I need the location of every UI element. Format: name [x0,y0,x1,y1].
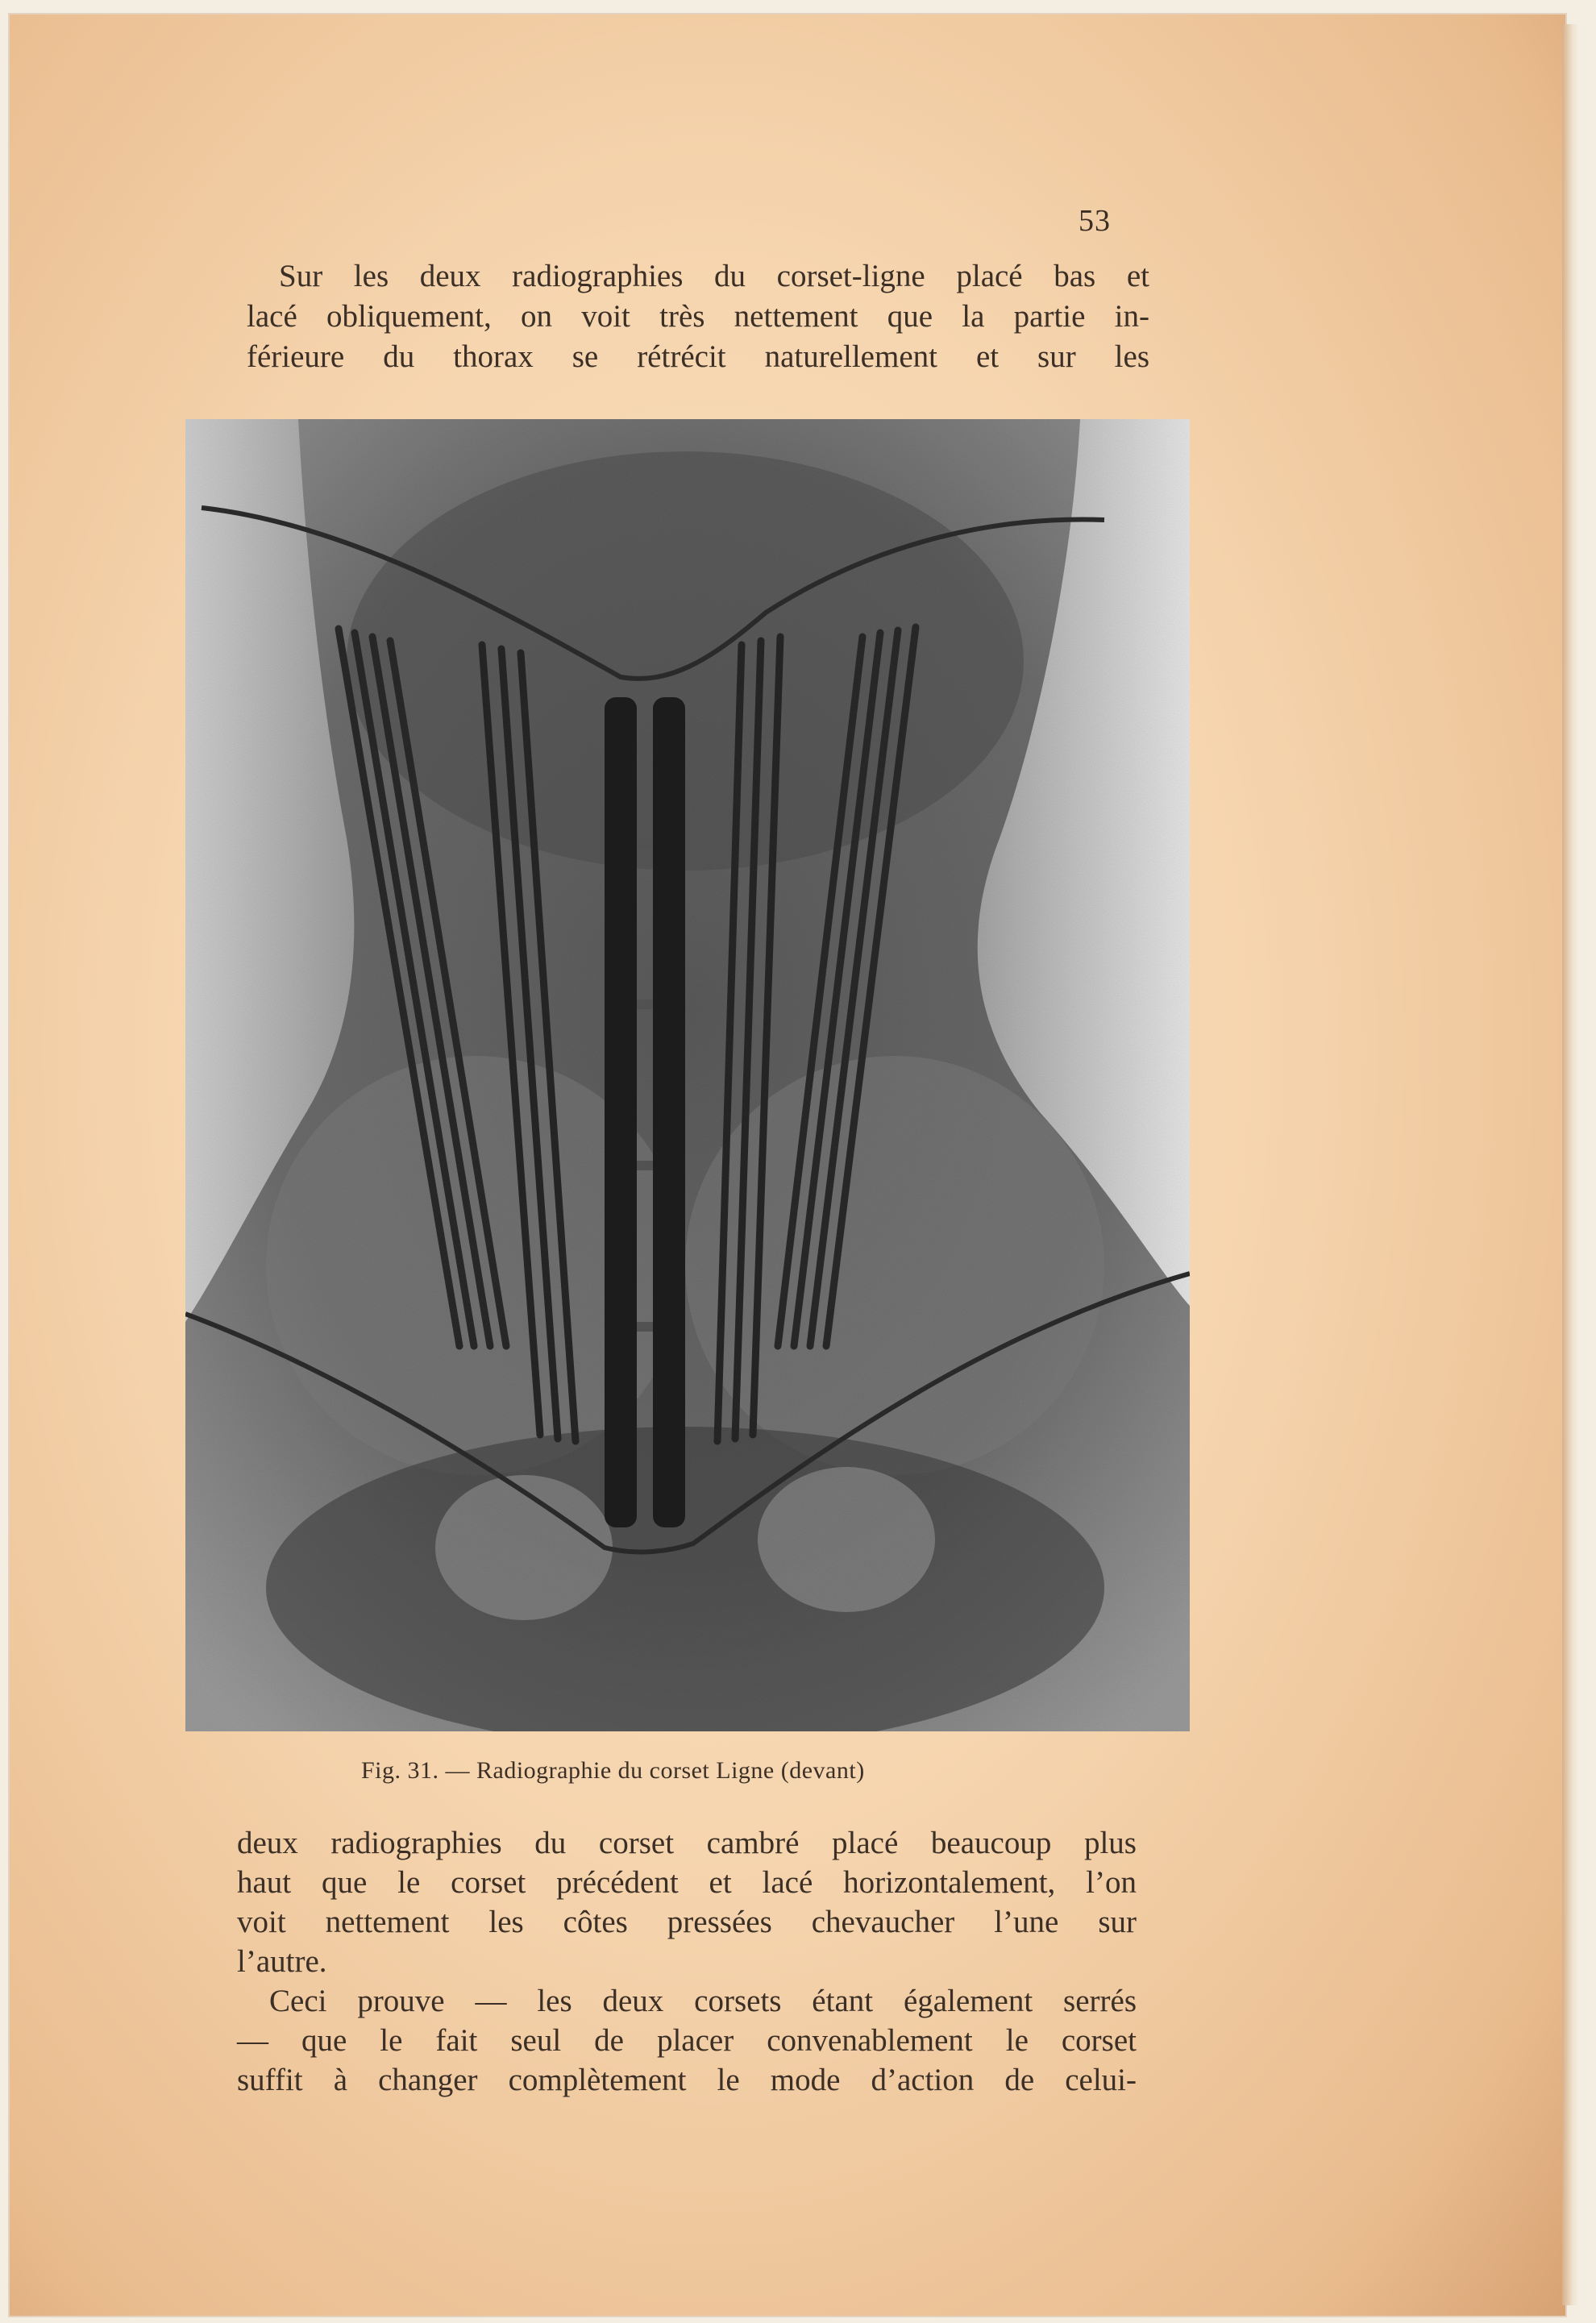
text-line: lacé obliquement, on voit très nettement que la partie in- [247,299,1149,334]
figure-caption: Fig. 31. — Radiographie du corset Ligne (devant) [361,1757,865,1784]
top-paragraph [247,256,1149,377]
text-line: — que le fait seul de placer convenablement le corset [237,2023,1137,2058]
text-line: deux radiographies du corset cambré placé beaucoup plus [237,1826,1137,1860]
xray-figure [185,419,1190,1731]
page-number: 53 [1079,204,1111,238]
text-line: férieure du thorax se rétrécit naturellement et sur les [247,339,1149,374]
xray-corset-image [185,419,1190,1731]
text-line: haut que le corset précédent et lacé horizontalement, l’on [237,1865,1137,1900]
text-line: Ceci prouve — les deux corsets étant également serrés [269,1984,1137,2018]
page-edge [1562,24,1580,2305]
text-line: Sur les deux radiographies du corset-ligne placé bas et [279,259,1149,293]
text-line: suffit à changer complètement le mode d’action de celui- [237,2063,1137,2097]
text-line: voit nettement les côtes pressées chevaucher l’une sur [237,1905,1137,1939]
bottom-paragraphs [237,1823,1137,2100]
text-line: l’autre. [237,1944,327,1979]
